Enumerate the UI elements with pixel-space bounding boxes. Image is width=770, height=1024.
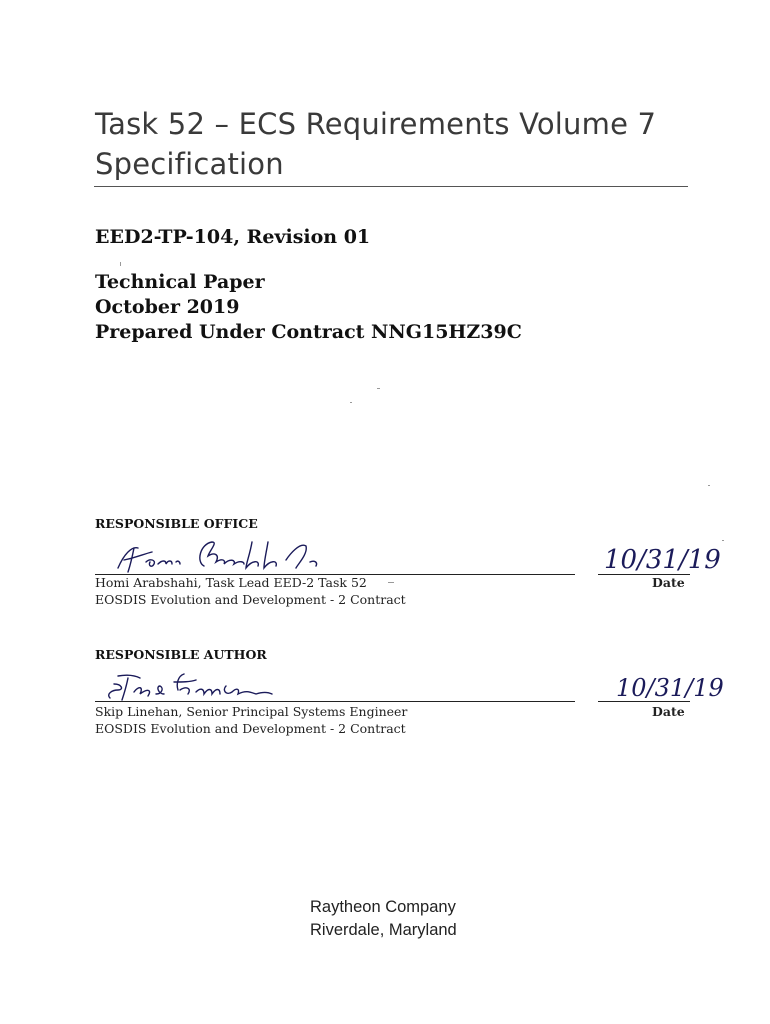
scan-speck	[722, 540, 724, 541]
document-meta	[95, 270, 522, 345]
scan-speck	[120, 262, 121, 266]
author-signature-line	[95, 701, 575, 702]
office-signer-contract: EOSDIS Evolution and Development - 2 Contract	[95, 592, 406, 607]
office-signed-date	[600, 540, 721, 576]
author-signer-contract: EOSDIS Evolution and Development - 2 Contract	[95, 721, 406, 736]
office-date-handwritten: 10/31/19	[604, 545, 721, 575]
company-block	[310, 896, 457, 942]
company-name: Raytheon Company	[310, 898, 456, 916]
office-signer-block	[95, 574, 406, 608]
scan-speck	[708, 485, 710, 486]
author-signature	[100, 664, 300, 706]
office-signer-name: Homi Arabshahi, Task Lead EED-2 Task 52	[95, 575, 367, 590]
author-date-label: Date	[652, 704, 685, 719]
contract-line: Prepared Under Contract NNG15HZ39C	[95, 321, 522, 343]
scan-speck	[350, 402, 352, 403]
responsible-office-heading: RESPONSIBLE OFFICE	[95, 516, 258, 531]
title-divider	[94, 186, 688, 187]
title-line-1: Task 52 – ECS Requirements Volume 7	[95, 107, 657, 141]
scan-speck	[377, 388, 380, 389]
document-number: EED2-TP-104, Revision 01	[95, 226, 371, 248]
author-date-handwritten: 10/31/19	[616, 674, 724, 702]
author-signer-block	[95, 703, 407, 737]
responsible-author-heading: RESPONSIBLE AUTHOR	[95, 647, 267, 662]
company-location: Riverdale, Maryland	[310, 921, 457, 939]
scan-speck	[388, 582, 394, 583]
office-date-label: Date	[652, 575, 685, 590]
author-date-line	[598, 701, 690, 702]
office-signature	[110, 532, 340, 578]
document-type: Technical Paper	[95, 271, 265, 293]
title-line-2: Specification	[95, 147, 284, 181]
author-signer-name: Skip Linehan, Senior Principal Systems Engineer	[95, 704, 408, 719]
document-date: October 2019	[95, 296, 240, 318]
document-title	[95, 104, 695, 184]
author-signed-date	[612, 668, 724, 704]
